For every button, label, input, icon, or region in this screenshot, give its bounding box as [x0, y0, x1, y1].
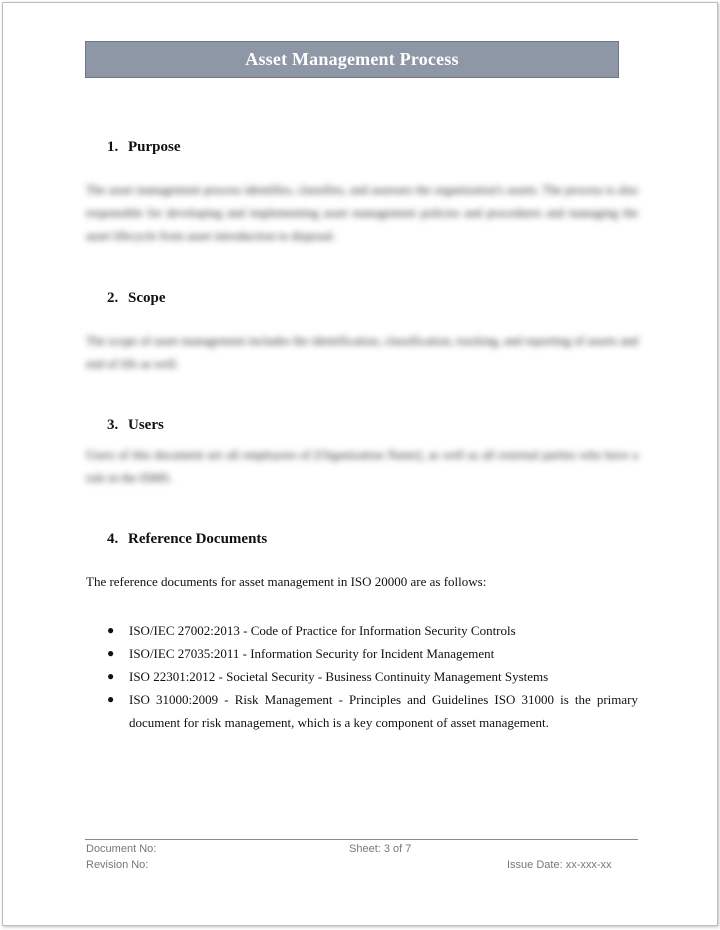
list-item [107, 688, 638, 734]
footer-sheet: Sheet: 3 of 7 [349, 843, 412, 855]
reference-text: ISO 22301:2012 - Societal Security - Business Continuity Management Systems [129, 669, 549, 684]
section-title: Users [128, 417, 164, 433]
section-title: Scope [128, 290, 166, 306]
reference-text: ISO/IEC 27035:2011 - Information Security for Incident Management [129, 646, 495, 661]
reference-list [107, 619, 638, 734]
section-body-purpose: The asset management process identifies, classifies, and assesses the organization's assets. The process is also responsible for developing and implementing asset management policies and procedures and managing the asset lifecycle from asset introduction to disposal. [86, 183, 638, 243]
bullet-icon: ● [107, 669, 115, 683]
footer-document-no: Document No: [86, 843, 157, 855]
section-title: Purpose [128, 139, 181, 155]
section-number: 1. [107, 139, 119, 155]
reference-intro: The reference documents for asset management in ISO 20000 are as follows: [86, 574, 487, 589]
footer-divider [85, 839, 638, 840]
bullet-icon: ● [107, 623, 115, 637]
list-item [107, 665, 638, 688]
section-body-scope: The scope of asset management includes the identification, classification, tracking, and reporting of assets and end of life as well. [86, 334, 638, 371]
list-item [107, 619, 638, 642]
section-heading-reference-documents [107, 531, 267, 548]
section-number: 3. [107, 417, 119, 433]
footer-issue-date: Issue Date: xx-xxx-xx [507, 859, 612, 871]
reference-text: ISO/IEC 27002:2013 - Code of Practice for Information Security Controls [129, 623, 516, 638]
section-number: 2. [107, 290, 119, 306]
bullet-icon: ● [107, 692, 115, 706]
document-page [2, 2, 718, 926]
section-heading-users [107, 417, 164, 434]
bullet-icon: ● [107, 646, 115, 660]
reference-text: ISO 31000:2009 - Risk Management - Principles and Guidelines ISO 31000 is the primary document for risk management, which is a key component of asset management. [129, 692, 638, 730]
section-body-users: Users of this document are all employees of [Organization Name], as well as all external parties who have a role in the ISMS. [86, 448, 638, 485]
footer-revision-no: Revision No: [86, 859, 149, 871]
section-number: 4. [107, 531, 119, 547]
document-title: Asset Management Process [85, 41, 619, 78]
section-heading-purpose [107, 139, 181, 156]
section-title: Reference Documents [128, 531, 268, 547]
list-item [107, 642, 638, 665]
section-heading-scope [107, 290, 166, 307]
